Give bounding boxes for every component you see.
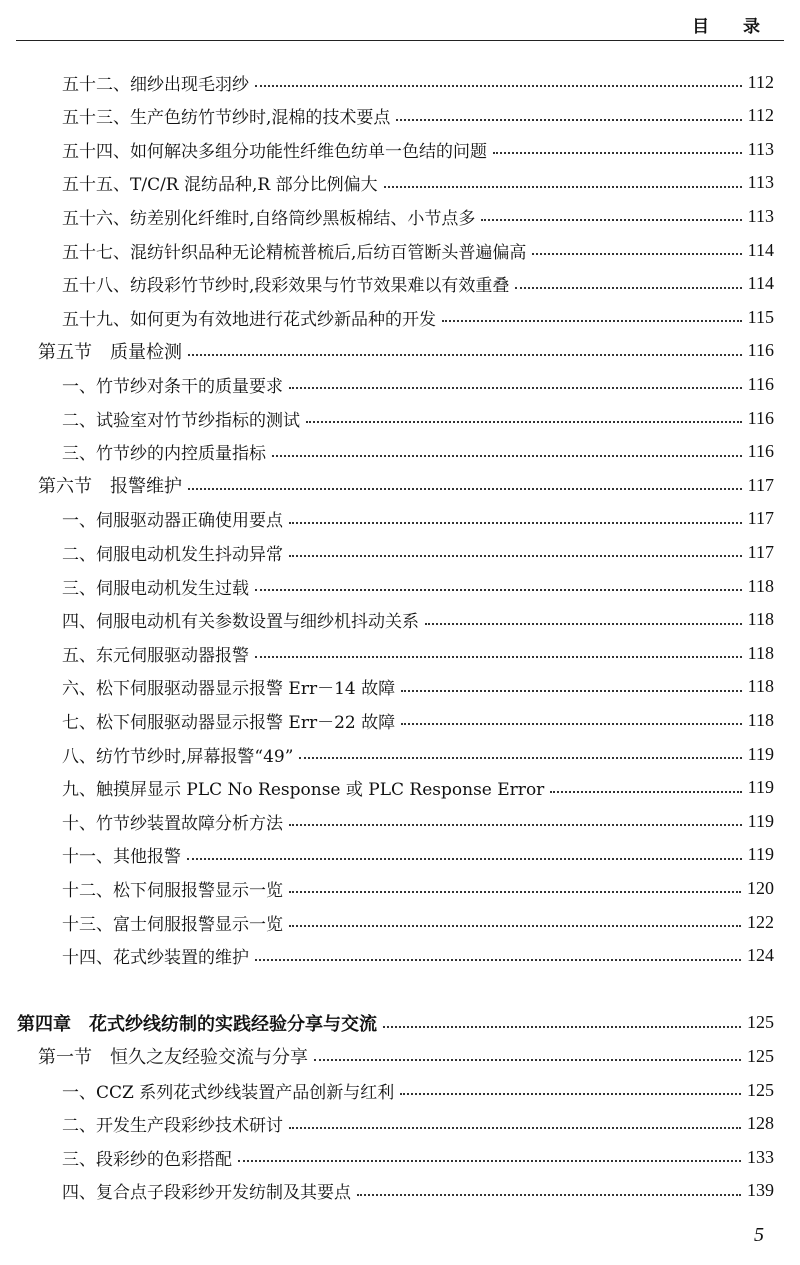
toc-item-row[interactable] [62, 1142, 774, 1172]
toc-item-row[interactable] [62, 941, 774, 971]
dot-leader [314, 1059, 741, 1061]
toc-entry-page: 118 [747, 575, 774, 596]
toc-entry-page: 122 [747, 911, 774, 932]
toc-entry-page: 139 [747, 1180, 774, 1201]
toc-section-row[interactable] [38, 470, 774, 500]
toc-entry-page: 118 [747, 676, 774, 697]
toc-entry-title: 五十五、T/C/R 混纺品种,R 部分比例偏大 [62, 175, 378, 196]
toc-entry-title: 十四、花式纱装置的维护 [62, 948, 249, 969]
header-title: 目 录 [692, 17, 774, 37]
toc-entry-page: 133 [747, 1146, 774, 1167]
dot-leader [289, 555, 742, 557]
toc-item-row[interactable] [62, 672, 774, 702]
toc-entry-page: 113 [747, 172, 774, 193]
toc-entry-page: 112 [747, 105, 774, 126]
dot-leader [515, 287, 741, 289]
dot-leader [400, 1093, 741, 1095]
dot-leader [550, 791, 741, 793]
toc-entry-title: 五十四、如何解决多组分功能性纤维色纺单一色结的问题 [62, 141, 487, 162]
dot-leader [272, 455, 742, 457]
toc-item-row[interactable] [62, 235, 774, 265]
toc-item-row[interactable] [62, 134, 774, 164]
toc-entry-page: 113 [747, 205, 774, 226]
dot-leader [493, 152, 742, 154]
toc-entry-page: 119 [747, 743, 774, 764]
toc-item-row[interactable] [62, 705, 774, 735]
toc-entry-title: 十三、富士伺服报警显示一览 [62, 914, 283, 935]
toc-entry-title: 二、伺服电动机发生抖动异常 [62, 544, 283, 565]
toc-entry-title: 三、段彩纱的色彩搭配 [62, 1149, 232, 1170]
toc-item-row[interactable] [62, 302, 774, 332]
dot-leader [384, 186, 742, 188]
dot-leader [188, 488, 742, 490]
toc-item-row[interactable] [62, 873, 774, 903]
dot-leader [187, 858, 742, 860]
toc-entry-page: 120 [747, 877, 774, 898]
dot-leader [425, 623, 742, 625]
dot-leader [289, 925, 741, 927]
dot-leader [289, 824, 742, 826]
toc-entry-page: 115 [747, 306, 774, 327]
toc-entry-page: 124 [747, 945, 774, 966]
header-rule [16, 40, 784, 41]
dot-leader [238, 1160, 741, 1162]
dot-leader [401, 690, 742, 692]
toc-entry-page: 118 [747, 709, 774, 730]
toc-item-row[interactable] [62, 437, 774, 467]
toc-entry-page: 128 [747, 1113, 774, 1134]
toc-item-row[interactable] [62, 269, 774, 299]
toc-entry-page: 119 [747, 777, 774, 798]
dot-leader [532, 253, 741, 255]
toc-section-row[interactable] [38, 1041, 774, 1071]
toc-entry-page: 117 [747, 541, 774, 562]
toc-entry-title: 五十九、如何更为有效地进行花式纱新品种的开发 [62, 309, 436, 330]
toc-item-row[interactable] [62, 840, 774, 870]
toc-entry-title: 九、触摸屏显示 PLC No Response 或 PLC Response Error [62, 780, 545, 801]
toc-entry-page: 116 [747, 373, 774, 394]
toc-entry-title: 十、竹节纱装置故障分析方法 [62, 813, 283, 834]
toc-entry-title: 六、松下伺服驱动器显示报警 Err－14 故障 [62, 679, 396, 700]
toc-entry-page: 118 [747, 609, 774, 630]
toc-entry-title: 五十七、混纺针织品种无论精梳普梳后,后纺百管断头普遍偏高 [62, 242, 527, 263]
dot-leader [289, 891, 741, 893]
toc-item-row[interactable] [62, 638, 774, 668]
dot-leader [255, 959, 741, 961]
dot-leader [481, 219, 741, 221]
toc-entry-title: 第六节 报警维护 [38, 476, 182, 498]
toc-entry-page: 117 [747, 474, 774, 495]
toc-entry-title: 一、伺服驱动器正确使用要点 [62, 511, 283, 532]
dot-leader [357, 1194, 741, 1196]
toc-item-row[interactable] [62, 504, 774, 534]
toc-item-row[interactable] [62, 101, 774, 131]
toc-item-row[interactable] [62, 168, 774, 198]
toc-entry-title: 一、CCZ 系列花式纱线装置产品创新与红利 [62, 1082, 395, 1103]
toc-entry-page: 125 [747, 1079, 774, 1100]
toc-entry-title: 四、伺服电动机有关参数设置与细纱机抖动关系 [62, 612, 419, 633]
toc-entry-page: 114 [747, 239, 774, 260]
toc-entry-page: 116 [747, 441, 774, 462]
dot-leader [401, 723, 742, 725]
toc-entry-page: 119 [747, 844, 774, 865]
toc-entry-page: 113 [747, 138, 774, 159]
toc-entry-title: 五、东元伺服驱动器报警 [62, 645, 249, 666]
toc-entry-title: 八、纺竹节纱时,屏幕报警“49” [62, 746, 294, 767]
toc-section-row[interactable] [38, 336, 774, 366]
dot-leader [289, 1127, 741, 1129]
dot-leader [289, 387, 742, 389]
toc-entry-title: 第一节 恒久之友经验交流与分享 [38, 1047, 308, 1069]
toc-item-row[interactable] [62, 1109, 774, 1139]
toc-entry-title: 五十三、生产色纺竹节纱时,混棉的技术要点 [62, 108, 391, 129]
dot-leader [255, 589, 742, 591]
toc-entry-title: 五十六、纺差别化纤维时,自络筒纱黑板棉结、小节点多 [62, 208, 476, 229]
toc-entry-title: 三、竹节纱的内控质量指标 [62, 444, 266, 465]
toc-item-row[interactable] [62, 739, 774, 769]
dot-leader [442, 320, 742, 322]
toc-chapter-row[interactable] [17, 1008, 774, 1038]
page-number: 5 [754, 1224, 764, 1246]
toc-entry-title: 三、伺服电动机发生过载 [62, 578, 249, 599]
toc-item-row[interactable] [62, 773, 774, 803]
toc-entry-page: 112 [747, 71, 774, 92]
toc-entry-title: 五十二、细纱出现毛羽纱 [62, 74, 249, 95]
toc-entry-page: 118 [747, 642, 774, 663]
toc-entry-title: 七、松下伺服驱动器显示报警 Err－22 故障 [62, 712, 396, 733]
toc-item-row[interactable] [62, 403, 774, 433]
dot-leader [289, 522, 742, 524]
toc-entry-page: 117 [747, 508, 774, 529]
toc-item-row[interactable] [62, 605, 774, 635]
dot-leader [188, 354, 742, 356]
toc-entry-title: 第四章 花式纱线纺制的实践经验分享与交流 [17, 1013, 377, 1035]
toc-entry-title: 第五节 质量检测 [38, 341, 182, 363]
toc-item-row[interactable] [62, 67, 774, 97]
toc-entry-title: 十二、松下伺服报警显示一览 [62, 880, 283, 901]
toc-item-row[interactable] [62, 369, 774, 399]
toc-entry-title: 十一、其他报警 [62, 847, 181, 868]
dot-leader [396, 119, 741, 121]
toc-entry-page: 125 [747, 1045, 774, 1066]
toc-entry-page: 116 [747, 340, 774, 361]
toc-entry-page: 119 [747, 810, 774, 831]
toc-item-row[interactable] [62, 806, 774, 836]
toc-entry-title: 四、复合点子段彩纱开发纺制及其要点 [62, 1183, 351, 1204]
dot-leader [306, 421, 742, 423]
dot-leader [255, 85, 742, 87]
dot-leader [255, 656, 742, 658]
toc-item-row[interactable] [62, 537, 774, 567]
toc-item-row[interactable] [62, 907, 774, 937]
toc-entry-page: 125 [747, 1012, 774, 1033]
dot-leader [299, 757, 741, 759]
toc-entry-page: 114 [747, 273, 774, 294]
toc-item-row[interactable] [62, 571, 774, 601]
toc-item-row[interactable] [62, 201, 774, 231]
toc-entry-title: 二、开发生产段彩纱技术研讨 [62, 1116, 283, 1137]
toc-entry-title: 一、竹节纱对条干的质量要求 [62, 376, 283, 397]
toc-entry-page: 116 [747, 407, 774, 428]
toc-entry-title: 二、试验室对竹节纱指标的测试 [62, 410, 300, 431]
toc-item-row[interactable] [62, 1075, 774, 1105]
toc-entry-title: 五十八、纺段彩竹节纱时,段彩效果与竹节效果难以有效重叠 [62, 276, 510, 297]
toc-item-row[interactable] [62, 1176, 774, 1206]
dot-leader [383, 1026, 741, 1028]
